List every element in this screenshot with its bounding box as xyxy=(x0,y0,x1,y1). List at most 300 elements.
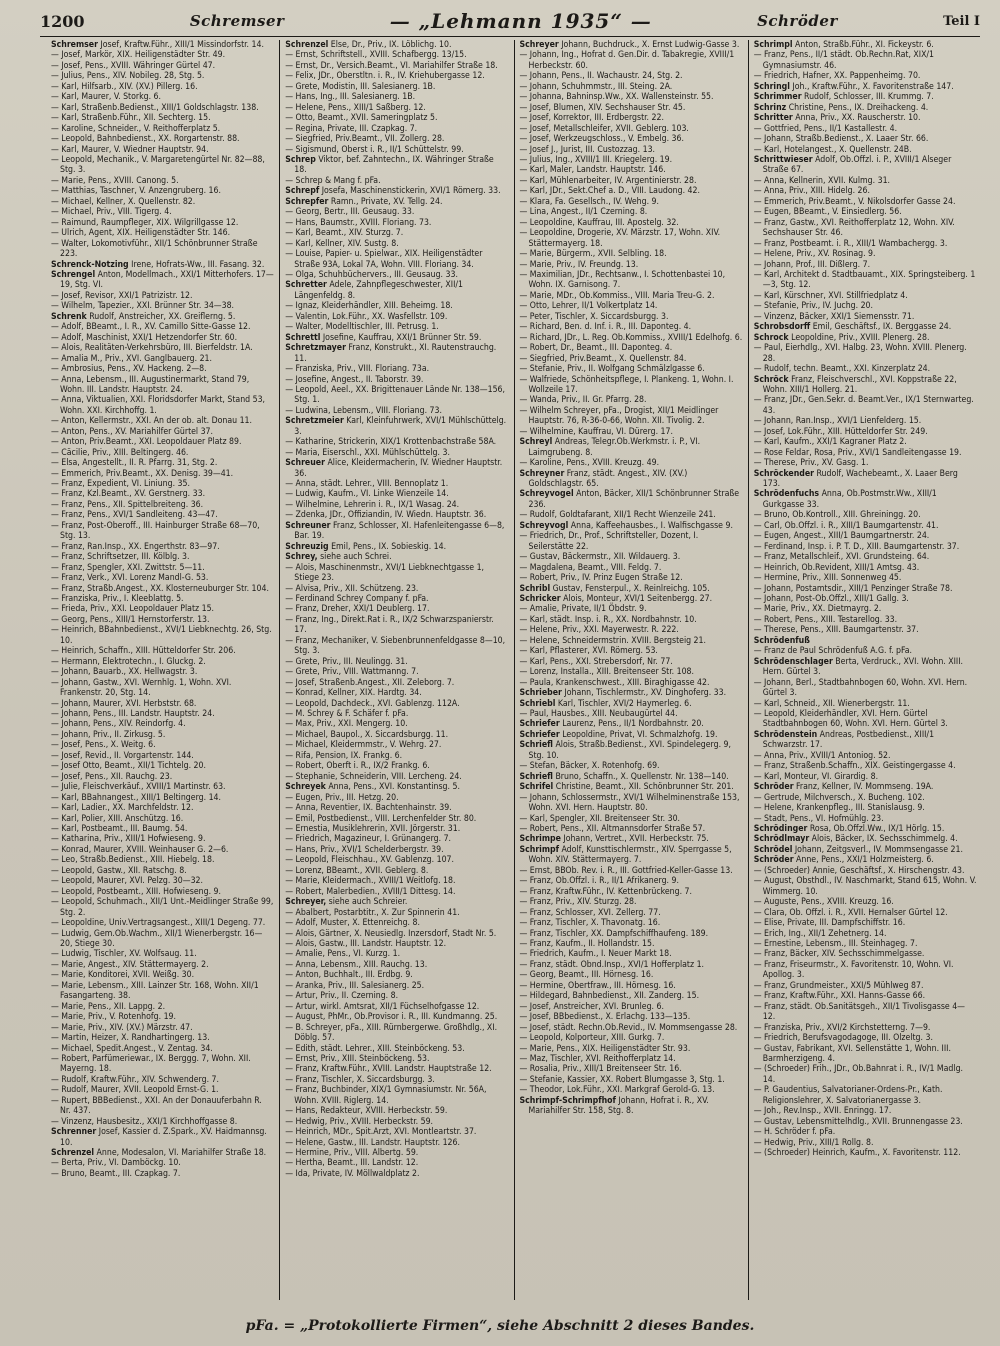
entry-text: — Johann, Ran.Insp., XVI/1 Lienfelderg. 15. xyxy=(753,416,922,427)
directory-entry xyxy=(51,1117,274,1127)
entry-text: — Franz, Post-Oberoff., III. Hainburger Straße 68—70, Stg. 13. xyxy=(51,520,260,542)
entry-text: Irene, Hofrats-Ww., III. Fasang. 32. xyxy=(128,259,265,270)
directory-entry xyxy=(754,1085,977,1106)
entry-text: — Zdenka, JDr., Offiziandin, IV. Wiedn. Hauptstr. 36. xyxy=(285,510,487,521)
directory-entry xyxy=(754,416,977,426)
directory-entry xyxy=(285,207,508,217)
entry-text: — Friedrich, Hafner, XX. Pappenheimg. 70. xyxy=(753,71,921,82)
directory-entry xyxy=(520,249,743,259)
entry-text: — Franz, Dreher, XXI/1 Deublerg. 17. xyxy=(285,604,430,615)
directory-entry xyxy=(285,197,508,207)
directory-entry xyxy=(285,678,508,688)
entry-text: — Leo, Straßb.Bedienst., XIII. Hiebelg. 18. xyxy=(51,855,215,866)
directory-entry xyxy=(51,437,274,447)
entry-text: Johann, Zeitgsverl., IV. Mommsengasse 21. xyxy=(792,844,963,855)
directory-entry xyxy=(754,709,977,730)
directory-entry xyxy=(520,155,743,165)
directory-entry xyxy=(285,1023,508,1044)
directory-entry xyxy=(754,751,977,761)
directory-entry xyxy=(285,249,508,270)
entry-text: — Abalbert, Postarbtitr., X. Zur Spinnerin 41. xyxy=(285,907,460,918)
entry-surname: Schröder xyxy=(753,782,794,793)
entry-text: — Ludwig, Tischler, XV. Wolfsaug. 11. xyxy=(51,949,197,960)
entry-text: — Stefanie, Priv., IV. Juchg. 20. xyxy=(753,301,874,312)
entry-text: Anna, Ob.Postmstr.Ww., XIII/1 Gurkgasse 33. xyxy=(762,489,937,510)
entry-text: — Hermine, Priv., VIII. Albertg. 59. xyxy=(285,1148,419,1159)
entry-text: — Leopoldine, Kauffrau, III. Apostelg. 32. xyxy=(519,217,679,228)
entry-text: — Friedrich, Dr., Prof., Schriftsteller, Dozent, I. Seilerstätte 22. xyxy=(519,531,699,552)
entry-text: — Johann, Pens., III. Landstr. Hauptstr. 24. xyxy=(51,709,215,719)
directory-entry xyxy=(285,1012,508,1022)
entry-text: — Friedrich, Kaufm., I. Neuer Markt 18. xyxy=(519,949,672,960)
entry-text: — Franz, Straßenb.Schaffn., XIX. Geistingergasse 4. xyxy=(753,761,956,772)
entry-text: — Franziska, Priv., XVI/2 Kirchstetterng. 7—9. xyxy=(753,1022,931,1033)
directory-entry xyxy=(51,270,274,291)
entry-surname: Schriefl xyxy=(519,740,553,751)
directory-entry xyxy=(285,61,508,71)
directory-entry xyxy=(285,960,508,970)
entry-text: Karl, Tischler, XVI/2 Haymerleg. 6. xyxy=(555,698,692,709)
entry-text: Johann, Buchdruck., X. Ernst Ludwig-Gasse 3. xyxy=(558,40,740,50)
entry-text: Gustav, Fensterpul., X. Reinlreichg. 105. xyxy=(550,583,710,594)
directory-entry xyxy=(520,1033,743,1043)
entry-text: — Wanda, Priv., II. Gr. Pfarrg. 28. xyxy=(519,395,647,406)
directory-entry xyxy=(520,876,743,886)
directory-entry xyxy=(51,1085,274,1095)
directory-entry xyxy=(520,1023,743,1033)
entry-text: — Leopoldine, Univ.Vertragsangest., XIII/1 Degeng. 77. xyxy=(51,918,266,929)
directory-entry xyxy=(51,448,274,458)
directory-entry xyxy=(520,134,743,144)
entry-text: — Franz, Schriftsetzer, III. Kölblg. 3. xyxy=(51,552,190,563)
entry-text: — Clara, Ob. Offzl. i. R., XVII. Hernalser Gürtel 12. xyxy=(753,907,948,918)
entry-text: — Franz, Mechaniker, V. Siebenbrunnenfeldgasse 8—10, Stg. 3. xyxy=(285,635,506,657)
directory-entry xyxy=(754,207,977,217)
directory-entry xyxy=(51,343,274,353)
entry-text: — Otto, Beamt., XVII. Sameringplatz 5. xyxy=(285,113,438,124)
entry-surname: Schrödenfuchs xyxy=(753,489,820,500)
directory-entry xyxy=(51,1127,274,1148)
entry-surname: Schrenner xyxy=(51,1127,97,1138)
entry-text: Anna, Kaffeehausbes., I. Walfischgasse 9. xyxy=(568,520,733,531)
directory-entry xyxy=(520,740,743,761)
entry-text: — Robert, Priv., IV. Prinz Eugen Straße 12. xyxy=(519,573,683,584)
directory-entry xyxy=(754,636,977,646)
directory-entry xyxy=(520,845,743,866)
entry-text: — Maz, Tischler, XVI. Reithofferplatz 14. xyxy=(519,1053,676,1064)
entry-text: Else, Dr., Priv., IX. Löblichg. 10. xyxy=(328,40,452,50)
directory-entry xyxy=(285,1148,508,1158)
entry-text: — Julius, Ing., XVIII/1 III. Kriegelerg. 19. xyxy=(519,154,673,165)
entry-text: Adele, Zahnpflegeschwester, XII/1 Längenfeldg. 8. xyxy=(294,280,464,301)
entry-text: Alois, Bäcker, IX. Sechsschimmelg. 4. xyxy=(809,834,958,845)
entry-text: — Adolf, Muster, X. Ettenreichg. 8. xyxy=(285,918,420,929)
entry-text: — Walter, Modelltischler, III. Petrusg. 1. xyxy=(285,322,439,333)
entry-text: — Rosalia, Priv., XIII/1 Breitenseer Str. 16. xyxy=(519,1064,682,1075)
entry-text: — Josefine, Angest., II. Taborstr. 39. xyxy=(285,374,424,385)
entry-text: — Leopold, Gastw., XII. Ratschg. 8. xyxy=(51,865,187,876)
entry-text: — Karl, Maurer, V. Wiedner Hauptstr. 94. xyxy=(51,144,209,155)
entry-text: — Lorenz, Installa., XIII. Breitenseer Str. 108. xyxy=(519,667,694,678)
entry-text: — Franz, Priv., XIV. Sturzg. 28. xyxy=(519,897,637,908)
entry-text: — Martin, Heizer, X. Randhartingerg. 13. xyxy=(51,1033,210,1044)
entry-surname: Schreyner xyxy=(519,468,565,479)
entry-surname: Schrinz xyxy=(753,102,787,113)
directory-entry xyxy=(285,782,508,792)
entry-text: — Robert, Dr., Beamt., III. Daponteg. 4. xyxy=(519,343,673,354)
entry-surname: Schreyl xyxy=(519,437,553,448)
entry-text: — Anna, Lebensm., XIII. Rauchg. 13. xyxy=(285,959,428,970)
directory-entry xyxy=(51,145,274,155)
entry-surname: Schröder xyxy=(753,855,794,866)
directory-entry xyxy=(520,1012,743,1022)
entry-text: — Josef, Pens., X. Weitg. 6. xyxy=(51,740,156,751)
directory-entry xyxy=(754,949,977,959)
entry-text: Adolf, Ob.Offzl. i. P., XVIII/1 Alseger Straße 67. xyxy=(762,154,952,176)
entry-text: — Leopold, Maurer, XVI. Pelzg. 30—32. xyxy=(51,876,203,887)
directory-entry xyxy=(754,510,977,520)
directory-entry xyxy=(520,699,743,709)
directory-entry xyxy=(520,103,743,113)
entry-text: — Ulrich, Agent, XIX. Heiligenstädter Str. 146. xyxy=(51,228,231,239)
directory-entry xyxy=(520,793,743,814)
entry-text: — Hermine, Obertfraw., III. Hörnesg. 16. xyxy=(519,980,676,991)
directory-entry xyxy=(754,1148,977,1158)
directory-entry xyxy=(285,489,508,499)
entry-text: — Frieda, Priv., XXI. Leopoldauer Platz 15. xyxy=(51,604,215,615)
entry-text: — Franz, Metallschleif., XVI. Grundsteing. 64. xyxy=(753,552,930,563)
directory-entry xyxy=(285,218,508,228)
entry-text: — Schrep & Mang f. pFa. xyxy=(285,175,381,186)
entry-text: — Rudolf, Maurer, XVII. Leopold Ernst-G. 1. xyxy=(51,1085,219,1096)
entry-text: — Rose Feldar, Rosa, Priv., XVI/1 Sandleitengasse 19. xyxy=(753,447,962,458)
entry-text: — Marie, Konditorei, XVII. Weißg. 30. xyxy=(51,970,195,981)
directory-entry xyxy=(520,678,743,688)
directory-entry xyxy=(520,1054,743,1064)
entry-text: — Leopold, Bahnbedienst., XX. Rorgartenstr. 88. xyxy=(51,134,240,145)
directory-entry xyxy=(754,573,977,583)
directory-entry xyxy=(51,960,274,970)
directory-entry xyxy=(285,594,508,604)
entry-text: — Maximilian, JDr., Rechtsanw., I. Schottenbastei 10, Wohn. IX. Garnisong. 7. xyxy=(519,269,726,291)
directory-entry xyxy=(754,103,977,113)
entry-text: — Franz, Kraftw.Führ., XVIII. Landstr. Hauptstraße 12. xyxy=(285,1064,492,1075)
entry-text: Alois, Monteur, XVI/1 Seitenbergg. 27. xyxy=(560,594,713,605)
entry-text: — Josef, Werkzeugschloss., V. Embelg. 36. xyxy=(519,134,684,145)
directory-entry xyxy=(520,71,743,81)
directory-entry xyxy=(754,375,977,396)
directory-entry xyxy=(754,427,977,437)
directory-entry xyxy=(754,803,977,813)
directory-entry xyxy=(285,761,508,771)
entry-text: — Eugen, Angest., XIII/1 Baumgartnerstr. 24. xyxy=(753,531,930,542)
directory-entry xyxy=(520,92,743,102)
entry-text: — Karl, Pflasterer, XVI. Römerg. 53. xyxy=(519,646,658,657)
directory-entry xyxy=(520,218,743,228)
directory-entry xyxy=(51,845,274,855)
directory-entry xyxy=(520,531,743,552)
entry-text: — Franz, Schlosser, XVI. Zellerg. 77. xyxy=(519,907,661,918)
entry-text: siehe auch Schreier. xyxy=(326,897,408,908)
directory-entry xyxy=(754,563,977,573)
entry-text: — Lorenz, BBeamt., XVII. Geblerg. 8. xyxy=(285,865,429,876)
entry-text: — Johann, Straßb.Bedienst., X. Laaer Str. 66. xyxy=(753,134,929,145)
directory-entry xyxy=(520,949,743,959)
directory-entry xyxy=(520,824,743,834)
directory-entry xyxy=(285,301,508,311)
entry-text: — Gustav, Bäckermstr., XII. Wildauerg. 3. xyxy=(519,552,681,563)
entry-text: — Franz de Paul Schrödenfuß A.G. f. pFa. xyxy=(753,646,912,657)
entry-text: siehe auch Schrei. xyxy=(317,552,392,563)
directory-entry xyxy=(754,364,977,374)
directory-entry xyxy=(520,1075,743,1085)
directory-entry xyxy=(754,82,977,92)
directory-entry xyxy=(285,845,508,855)
directory-entry xyxy=(754,521,977,531)
entry-text: — Felix, JDr., Oberstltn. i. R., IV. Kriehubergasse 12. xyxy=(285,71,485,82)
entry-text: — Marie, Bürgerm., XVII. Selbling. 18. xyxy=(519,249,667,260)
entry-text: — Anna, Kellnerin, XVII. Kulmg. 31. xyxy=(753,175,891,186)
entry-text: — August, PhMr., Ob.Provisor i. R., III. Kundmanng. 25. xyxy=(285,1012,498,1023)
directory-entry xyxy=(51,772,274,782)
entry-text: — Ernst, Priv., XIII. Steinböckeng. 53. xyxy=(285,1053,430,1064)
directory-entry xyxy=(51,918,274,928)
entry-surname: Schrieber xyxy=(519,688,562,699)
directory-entry xyxy=(51,1054,274,1075)
entry-text: Rosa, Ob.Offzl.Ww., IX/1 Hörlg. 15. xyxy=(807,823,945,834)
directory-entry xyxy=(754,929,977,939)
part-label: Teil I xyxy=(943,13,980,29)
directory-entry xyxy=(51,364,274,374)
directory-entry xyxy=(754,625,977,635)
entry-text: Josefa, Maschinenstickerin, XVI/1 Römerg. 33. xyxy=(319,186,501,197)
directory-entry xyxy=(520,489,743,510)
entry-text: — Elsa, Angestellt., II. R. Pfarrg. 31, Stg. 2. xyxy=(51,458,218,469)
directory-entry xyxy=(51,876,274,886)
entry-text: Anton, Straßb.Führ., XI. Fickeystr. 6. xyxy=(792,40,934,50)
entry-text: — Robert, Oberft i. R., IX/2 Frankg. 6. xyxy=(285,761,430,772)
entry-text: — Franz, Ran.Insp., XX. Engerthstr. 83—97. xyxy=(51,541,220,552)
entry-text: — Franz, JDr., Gen.Sekr. d. Beamt.Ver., IX/1 Sternwarteg. 43. xyxy=(753,395,974,416)
entry-text: — Adolf, Maschinist, XXI/1 Hetzendorfer Str. 60. xyxy=(51,332,238,343)
entry-text: — Rifa, Pension, IX. Frankg. 6. xyxy=(285,750,403,761)
directory-entry xyxy=(285,939,508,949)
entry-text: — Michael, Spedit.Angest., V. Zentag. 34. xyxy=(51,1043,213,1054)
entry-text: — Karl, Hilfsarb., XIV. (XV.) Pillerg. 16. xyxy=(51,81,198,92)
entry-text: — Franz, Pens., II/1 städt. Ob.Rechn.Rat, XIX/1 Gymnasiumstr. 46. xyxy=(753,50,935,71)
directory-entry xyxy=(520,834,743,844)
entry-text: — Anton, Buchhalt., III. Erdbg. 9. xyxy=(285,970,413,981)
entry-text: — Walfriede, Schönheitspflege, I. Plankeng. 1, Wohn. I. Wollzeile 17. xyxy=(519,374,734,395)
entry-surname: Schrödinger xyxy=(753,823,808,834)
directory-entry xyxy=(285,981,508,991)
entry-text: — Alois, Gärtner, X. Neusiedlg. Inzersdorf, Stadt Nr. 5. xyxy=(285,928,497,939)
directory-entry xyxy=(520,207,743,217)
directory-entry xyxy=(520,270,743,291)
entry-text: — Elise, Private, III. Dampfschiffstr. 16. xyxy=(753,918,906,929)
entry-surname: Schröck xyxy=(753,374,789,385)
entry-text: — Bruno, Ob.Kontroll., XIII. Ghreiningg. 20. xyxy=(753,510,921,521)
directory-entry xyxy=(285,1044,508,1054)
entry-text: Josef, Kraftw.Führ., XIII/1 Missindorfstr. 14. xyxy=(97,40,264,50)
entry-text: — Karl, Mühlenarbeiter, IV. Argentinierstr. 28. xyxy=(519,175,697,186)
directory-entry xyxy=(285,991,508,1001)
directory-entry xyxy=(754,960,977,981)
entry-text: — Lina, Angest., II/1 Czerning. 8. xyxy=(519,207,648,218)
entry-text: — Franziska, Priv., I. Kleeblattg. 5. xyxy=(51,594,184,605)
directory-entry xyxy=(51,1096,274,1117)
column-3 xyxy=(515,40,749,1300)
entry-surname: Schrödenschlager xyxy=(753,656,833,667)
directory-entry xyxy=(285,176,508,186)
entry-text: — (Schroeder) Heinrich, Kaufm., X. Favoritenstr. 112. xyxy=(753,1148,961,1159)
directory-entry xyxy=(51,155,274,176)
entry-text: — Julie, Fleischverkäuf., XVIII/1 Martinstr. 63. xyxy=(51,782,226,793)
directory-entry xyxy=(520,970,743,980)
directory-entry xyxy=(51,218,274,228)
directory-entry xyxy=(285,479,508,489)
entry-text: — Johann, Prof., III. Dißlerg. 7. xyxy=(753,259,871,270)
directory-entry xyxy=(754,866,977,876)
entry-text: — Max, Priv., XXI. Mengerg. 10. xyxy=(285,719,408,730)
entry-text: — Karl, Maler, Landstr. Hauptstr. 146. xyxy=(519,165,666,176)
entry-text: — Franz, Tischler, XX. Dampfschiffhaufeng. 189. xyxy=(519,928,709,939)
entry-text: — Edith, städt. Lehrer., XIII. Steinböckeng. 53. xyxy=(285,1043,465,1054)
entry-surname: Schrepfer xyxy=(285,196,329,207)
directory-entry xyxy=(285,416,508,437)
entry-text: — (Schroeder) Frih., JDr., Ob.Bahnrat i. R., IV/1 Madlg. 14. xyxy=(753,1064,964,1085)
directory-entry xyxy=(520,594,743,604)
directory-entry xyxy=(51,103,274,113)
entry-text: — Peter, Tischler, X. Siccardsburgg. 3. xyxy=(519,311,669,322)
directory-entry xyxy=(754,92,977,102)
entry-text: — Wilhelm, Tapezier., XXI. Brünner Str. 34—38. xyxy=(51,301,235,312)
directory-entry xyxy=(285,740,508,750)
directory-entry xyxy=(520,1096,743,1117)
directory-entry xyxy=(285,604,508,614)
entry-text: — Franz, Verk., XVI. Lorenz Mandl-G. 53. xyxy=(51,573,209,584)
directory-entry xyxy=(754,793,977,803)
entry-text: — Emmerich, Priv.Beamt., XX. Denisg. 39—41. xyxy=(51,468,234,479)
entry-text: Laurenz, Pens., II/1 Nordbahnstr. 20. xyxy=(559,719,704,730)
directory-entry xyxy=(754,584,977,594)
entry-text: — Karl, Maurer, V. Storkg. 6. xyxy=(51,92,162,103)
entry-text: Andreas, Telegr.Ob.Werkmstr. i. P., VI. Laimgrubeng. 8. xyxy=(528,437,701,458)
entry-text: — Katharine, Strickerin, XIX/1 Krottenbachstraße 58A. xyxy=(285,437,497,448)
entry-text: — Karl, Postbeamt., III. Baumg. 54. xyxy=(51,823,188,834)
directory-entry xyxy=(285,834,508,844)
entry-surname: Schrödenstein xyxy=(753,729,818,740)
directory-entry xyxy=(520,521,743,531)
directory-entry xyxy=(285,897,508,907)
directory-entry xyxy=(51,1023,274,1033)
entry-text: — Karl, Kaufm., XXI/1 Kagraner Platz 2. xyxy=(753,437,907,448)
directory-entry xyxy=(754,134,977,144)
directory-entry xyxy=(754,155,977,176)
directory-entry xyxy=(754,615,977,625)
entry-text: — Marie, Lebensm., XIII. Lainzer Str. 168, Wohn. XII/1 Fasangarteng. 38. xyxy=(51,980,259,1002)
directory-entry xyxy=(51,395,274,416)
directory-entry xyxy=(285,322,508,332)
directory-entry xyxy=(520,719,743,729)
entry-surname: Schrimpe xyxy=(519,834,561,845)
entry-text: — Hedwig, Priv., XIII/1 Rollg. 8. xyxy=(753,1137,874,1148)
entry-text: — P. Gaudentius, Salvatorianer-Ordens-Pr., Kath. Religionslehrer, X. Salvatorianergasse 3. xyxy=(753,1085,943,1106)
entry-text: Alois, Straßb.Bedienst., XVI. Spindelegerg. 9, Stg. 10. xyxy=(528,740,731,761)
entry-surname: Schribl xyxy=(519,583,551,594)
entry-text: — Hans, Ing., III. Salesianerg. 1B. xyxy=(285,92,416,103)
directory-entry xyxy=(51,291,274,301)
directory-entry xyxy=(520,186,743,196)
directory-entry xyxy=(51,1044,274,1054)
directory-entry xyxy=(51,1012,274,1022)
entry-text: — Michael, Kellner, X. Quellenstr. 82. xyxy=(51,196,196,207)
entry-text: — Franz, Expedient, VI. Liniung. 35. xyxy=(51,479,190,490)
entry-text: — Franz, städt. Obnd.Insp., XVI/1 Hofferplatz 1. xyxy=(519,959,705,970)
entry-surname: Schröckender xyxy=(753,468,815,479)
directory-entry xyxy=(754,124,977,134)
directory-entry xyxy=(520,510,743,520)
entry-text: — Richard, JDr., L. Reg. Ob.Kommiss., XVIII/1 Edelhofg. 6. xyxy=(519,332,743,343)
entry-text: — Leopold, Mechanik., V. Margaretengürtel Nr. 82—88, Stg. 3. xyxy=(51,154,265,176)
directory-entry xyxy=(754,908,977,918)
directory-entry xyxy=(51,50,274,60)
entry-surname: Schrep xyxy=(285,154,316,165)
directory-entry xyxy=(754,343,977,364)
directory-entry xyxy=(285,448,508,458)
directory-entry xyxy=(754,260,977,270)
entry-surname: Schriefl xyxy=(519,771,553,782)
entry-text: — Franz, Kraftw.Führ., IV. Kettenbrückeng. 7. xyxy=(519,886,692,897)
directory-entry xyxy=(285,71,508,81)
entry-text: — Johann, Priv., II. Zirkusg. 5. xyxy=(51,729,166,740)
directory-entry xyxy=(520,657,743,667)
directory-entry xyxy=(520,312,743,322)
directory-entry xyxy=(520,646,743,656)
directory-entry xyxy=(520,929,743,939)
entry-text: — Cäcilie, Priv., XIII. Beltingerg. 46. xyxy=(51,447,189,458)
entry-text: — Olga, Schuhbüchervers., III. Geusaug. 33. xyxy=(285,269,458,280)
directory-entry xyxy=(285,312,508,322)
entry-text: — Georg, Beamt., III. Hörnesg. 16. xyxy=(519,970,654,981)
directory-entry xyxy=(754,301,977,311)
directory-entry xyxy=(754,1127,977,1137)
entry-text: — Karoline, Schneider., V. Reithofferplatz 5. xyxy=(51,123,221,134)
directory-entry xyxy=(51,239,274,260)
entry-surname: Schrenzel xyxy=(51,1148,95,1159)
directory-entry xyxy=(754,699,977,709)
directory-entry xyxy=(285,1054,508,1064)
entry-text: — Marie, Pens., XII. Lappg. 2. xyxy=(51,1001,166,1012)
entry-text: — Josef, Blumen, XIV. Sechshauser Str. 45. xyxy=(519,102,686,113)
entry-text: — Berta, Priv., VI. Damböckg. 10. xyxy=(51,1158,181,1169)
directory-entry xyxy=(285,228,508,238)
entry-text: — Gustav, Fabrikant, XVI. Sellenstätte 1, Wohn. III. Barmherzigeng. 4. xyxy=(753,1043,951,1064)
directory-entry xyxy=(51,657,274,667)
directory-entry xyxy=(754,814,977,824)
entry-surname: Schretter xyxy=(285,280,327,291)
directory-entry xyxy=(754,197,977,207)
directory-entry xyxy=(754,249,977,259)
entry-text: — Otto, Lehrer, II/1 Volkertplatz 14. xyxy=(519,301,658,312)
directory-entry xyxy=(520,709,743,719)
entry-text: — Karl, Polier, XIII. Anschützg. 16. xyxy=(51,813,184,824)
entry-text: Rudolf, Anstreicher, XX. Greiflerng. 5. xyxy=(86,311,236,322)
directory-entry xyxy=(51,949,274,959)
entry-text: — Anna, Reventier, IX. Bachtenhainstr. 39. xyxy=(285,803,452,814)
entry-text: — Robert, Parfümeriewar., IX. Berggg. 7, Wohn. XII. Mayerng. 18. xyxy=(51,1053,251,1075)
directory-entry xyxy=(520,761,743,771)
